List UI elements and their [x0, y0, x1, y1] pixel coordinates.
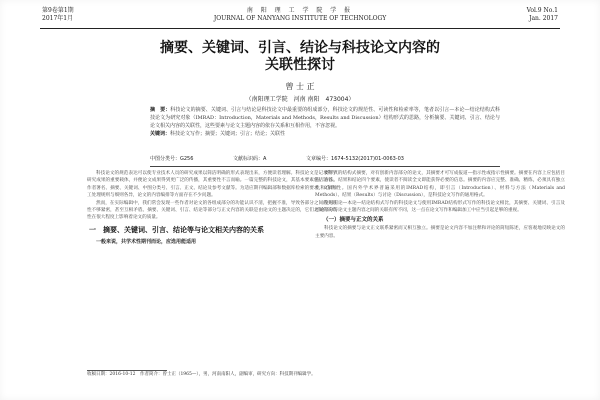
section-heading-1: 一 摘要、关键词、引言、结论等与论文相关内容的关系 — [89, 225, 264, 234]
section-intro-text: 一般来说，共学术性期刊而论，应选用能适用 — [96, 238, 197, 245]
footnote: 收稿日期：2016-10-12 作者简介：曾士正（1965—），男，河南南阳人，副编审，研究方向：科技期刊编辑学。 — [87, 372, 316, 377]
right-paragraph-3: 科技论文的摘要与论文正文联系紧密而又相互独立。摘要是论文内容不加注释和评论的简短陈述，应客观地反映论文的主要内容。 — [315, 226, 565, 239]
volume-date-en-block — [527, 7, 558, 23]
volume-issue-en: Vol.9 No.1 — [526, 7, 558, 14]
abstract-paragraph — [150, 106, 500, 130]
author-affiliation: （南阳理工学院 河南 南阳 473004） — [245, 96, 355, 103]
publication-date-en: Jan. 2017 — [529, 15, 558, 22]
abstract-label: 摘 要： — [150, 107, 171, 113]
keywords-label: 关键词： — [150, 131, 171, 137]
left-paragraph-2: 然而，在实际编辑中，我们常会发现一些作者对论文的各组成部分的功能认识不清，把握不准，导致各部分之间的关联性不够紧密，甚至互相矛盾。摘要、关键词、引言、结论等部分与正文内容的关联是由论文的主题决定的，它们之间的关联性在很大程度上影响着论文的质量。 — [87, 200, 337, 221]
journal-name-cn: 南 阳 理 工 学 院 学 报 — [246, 7, 354, 14]
article-title — [0, 40, 600, 74]
article-number: 文章编号：1674-5132(2017)01-0063-03 — [306, 156, 404, 162]
left-column — [87, 170, 337, 246]
right-column — [315, 170, 565, 240]
subsection-heading-abstract: （一）摘要与正文的关系 — [323, 217, 384, 224]
article-title-line1: 摘要、关键词、引言、结论与科技论文内容的 — [160, 40, 440, 56]
article-title-line2: 关联性探讨 — [265, 57, 335, 73]
journal-name-block — [40, 7, 560, 23]
volume-issue: 第9卷第1期 — [42, 7, 74, 14]
footnote-divider — [87, 370, 167, 371]
right-paragraph-2: 使用引论—本论—结论结构式写作的科技论文与使用IMRAD结构形式写作的科技论文相比，其摘要、关键词、引言及结论部分与论文主题内容之间的关联有所不同，这一点在论文写作和编辑加工中应当引起足够的重视。 — [315, 200, 565, 214]
abstract-block — [150, 106, 500, 138]
publication-date-cn: 2017年1月 — [42, 15, 74, 22]
keywords-text: 科技论文写作；摘要；关键词；引言；结论；关联性 — [170, 131, 286, 137]
author-name: 曾 士 正 — [285, 82, 315, 91]
abstract-divider — [150, 166, 500, 167]
classification-row — [150, 156, 500, 163]
header-divider — [40, 28, 560, 29]
clc-number: 中图分类号：G256 — [150, 156, 194, 162]
keywords-paragraph — [150, 130, 500, 138]
running-header — [40, 5, 560, 29]
right-paragraph-1: 要形式的结构式摘要，对有创新内容部分的论文，其摘要才可写成报道—指示性或指示性摘要。摘要在内容上应包括目的、方法、结果和结论四个要素，使读者不阅读全文即能获得必要的信息。摘要的内容应完整、准确、精炼，必须具有独立性和自明性。国内外学术界普遍采用的IMRAD结构，即引言（Introduction）、材料与方法（Materials and Methods）、结果（Results）与讨论（Discussion），是科技论文写作的通用格式。 — [315, 171, 565, 199]
left-paragraph-1: 科技论文的规范表达可以使专业技术人员的研究成果以简洁明确的形式表现出来，方便读者理解。科技论文是记录科学研究成果的重要载体，并便论文成果得到更广泛的传播，其重要性不言而喻。一篇完整的科技论文，其基本要素包括题名、作者署名、摘要、关键词、中图分类号、引言、正文、结论及参考文献等。为适应期刊编辑部和数据库检索的要求，文稿加工处理规则与细则各异，论文的内容编排等方面存在不少问题。 — [87, 171, 337, 199]
document-code: 文献标识码：A — [233, 156, 267, 162]
journal-name-en: JOURNAL OF NANYANG INSTITUTE OF TECHNOLOGY — [213, 15, 387, 22]
abstract-text: 科技论文的摘要、关键词、引言与结论是科技论文中最重要的组成部分，科技论文的规范性、可读性和检索率等，笔者以引言—本论—结论结构式科技论文为研究对象（IMRAD：Introduction，Materials and Methods，Results and Discussion）结构形式的思路，分析摘要、关键词、引言、结论与论文相关内容的关联性，这些要素与论文主题内容的依存关系和互相作用，不容忽视。 — [150, 107, 500, 129]
